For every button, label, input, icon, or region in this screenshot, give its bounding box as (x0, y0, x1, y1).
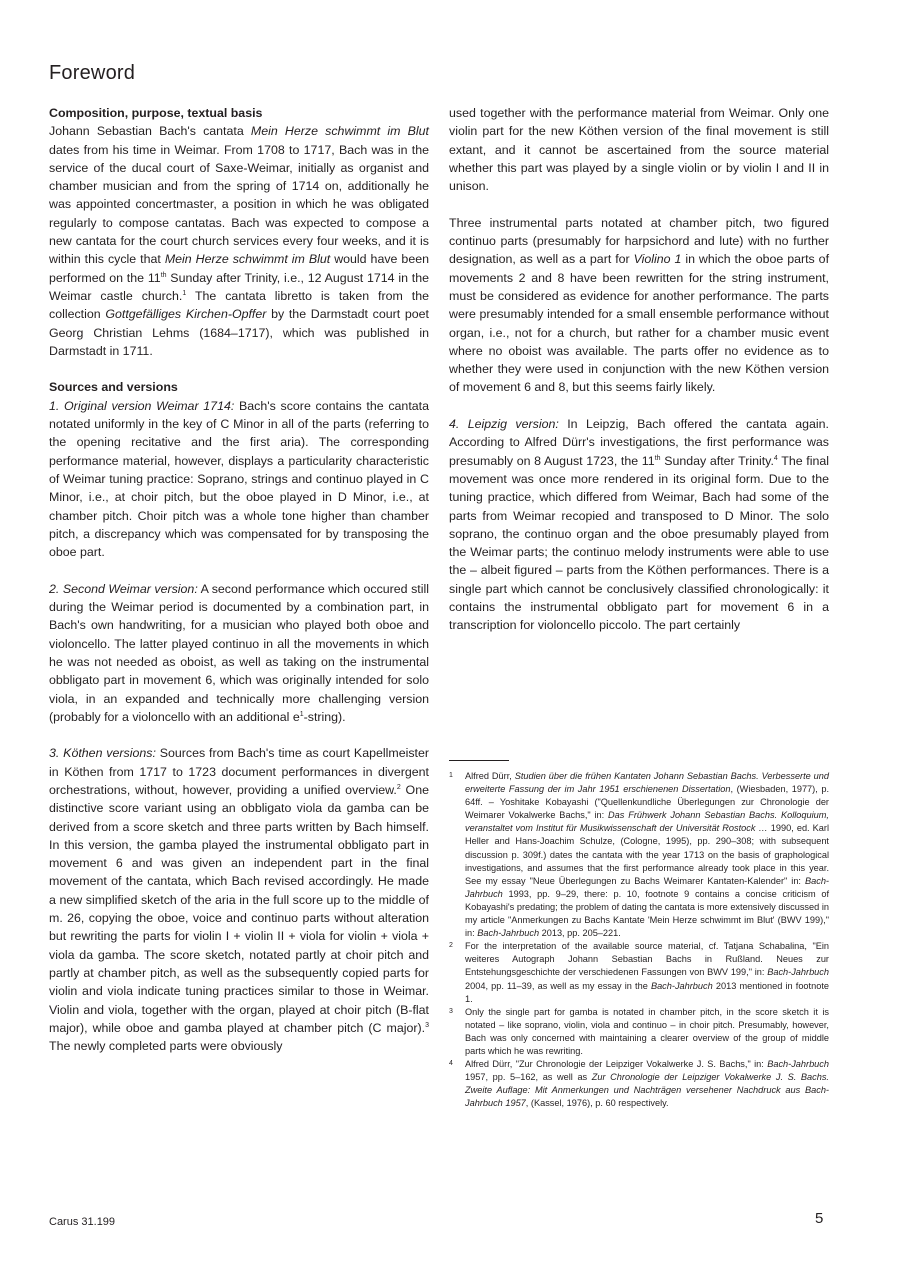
section-heading-composition: Composition, purpose, textual basis (49, 106, 263, 120)
footnote-ref: 1 (182, 289, 187, 297)
footnotes (449, 770, 829, 1110)
paragraph-composition: Johann Sebastian Bach's cantata Mein Herze schwimmt im Blut dates from his time in Weimar. From 1708 to 1717, Bach was in the service of the ducal court of Saxe-Weimar, initially as organist and chamber musician and from the spring of 1714 on, additionally he was appointed concertmaster, a position in which he was obligated regularly to compose cantatas. Bach was expected to compose a new cantata for the court church services every four weeks, and it is within this cycle that Mein Herze schwimmt im Blut would have been performed on the 11th Sunday after Trinity, i.e., 12 August 1714 in the Weimar castle church.$^1$ The cantata libretto is taken from the collection Gottgefälliges Kirchen-Opffer by the Darmstadt court poet Georg Christian Lehms (1684–1717), which was published in Darmstadt in 1711. (49, 124, 430, 358)
paragraph-kothen-versions: 3. Köthen versions: Sources from Bach's time as court Kapellmeister in Köthen from 1717 to 1723 document performances in divergent orchestrations, without, however, providing a unified overview.$^2$ One distinctive score variant using an obbligato viola da gamba can be derived from a score sketch and three parts written by Bach himself. In this version, the gamba played the instrumental obbligato part in movement 6 and was given an independent part in the final movement of the cantata, which Bach revised accordingly. He made a new simplified sketch of the aria in the full score up to the middle of m. 26, copying the oboe, voice and continuo parts without alteration but rewriting the parts for violin I + violin II + viola for violin + viola + viola da gamba. The score sketch, notated partly at choir pitch and partly at chamber pitch, as well as the subsequently copied parts for violin and viola indicate tuning practices similar to those in Weimar. Violin and viola, together with the organ, played at choir pitch (B-flat major), while oboe and gamba played at chamber pitch (C major).$^3$ The newly completed parts were obviously (49, 746, 429, 1054)
footnote-ref: 2 (396, 783, 401, 791)
footnote-4: 4 Alfred Dürr, "Zur Chronologie der Leipziger Vokalwerke J. S. Bachs," in: Bach-Jahrbuch 1957, pp. 5–162, as well as Zur Chronologie der Leipziger Vokalwerke J. S. Bachs. Zweite Auflage: Mit Anmerkungen und Nachträgen versehener Nachdruck aus Bach-Jahrbuch 1957, (Kassel, 1976), p. 60 respectively. (449, 1059, 829, 1109)
right-column (449, 104, 829, 635)
footnote-ref: 3 (425, 1021, 429, 1029)
catalog-number: Carus 31.199 (49, 1216, 116, 1228)
paragraph-leipzig-version: 4. Leipzig version: In Leipzig, Bach offered the cantata again. According to Alfred Dürr's investigations, the first performance was presumably on 8 August 1723, the 11th Sunday after Trinity.$^4$ The final movement was once more rendered in its original form. Due to the tuning practice, which differed from Weimar, Bach had some of the parts from Weimar recopied and transposed to D Minor. The solo soprano, the continuo organ and the oboe presumably played from the Weimar parts; the continuo melody instruments were able to use the – albeit figured – parts from the Köthen performances. There is a single part which cannot be conclusively classified chronologically: it contains the instrumental obbligato part for movement 6 in a transcription for violoncello piccolo. The part certainly (449, 417, 829, 633)
footnote-2: 2 For the interpretation of the available source material, cf. Tatjana Schabalina, "Ein weiteres Autograph Johann Sebastian Bachs in Rußland. Neues zur Entstehungsgeschichte der verschiedenen Fassungen von BWV 199," in: Bach-Jahrbuch 2004, pp. 11–39, as well as my essay in the Bach-Jahrbuch 2013 mentioned in footnote 1. (449, 941, 829, 1004)
paragraph-second-weimar-version: 2. Second Weimar version: A second performance which occured still during the Weimar period is documented by a combination part, in Bach's own handwriting, for a musician who played both oboe and violoncello. The latter played continuo in all the movements in which he was not needed as oboist, as well as taking on the instrumental obbligato part in movement 6, which was originally intended for solo viola, in an expanded and technically more challenging version (probably for a violoncello with an additional $e^1-string$). (49, 581, 429, 724)
paragraph-violin-part: used together with the performance material from Weimar. Only one violin part for the new Köthen version of the final movement is still extant, and it cannot be ascertained from the source material whether this part was played by a single violin or by violin I and II in unison. (449, 106, 829, 194)
left-column (49, 104, 429, 1055)
footnote-ref: 4 (773, 454, 778, 462)
paragraph-original-version: 1. Original version Weimar 1714: Bach's score contains the cantata notated uniformly in the key of C Minor in all of the parts (referring to the opening recitative and the first aria). The corresponding performance material, however, displays a particularity characteristic of Weimar tuning practice: Soprano, strings and continuo played in C Minor, i.e., at choir pitch, but the oboe played in D Minor, i.e., at chamber pitch. Choir pitch was a whole tone higher than chamber pitch, a discrepancy which was compensated for by transposing the oboe part. (49, 398, 429, 560)
footnote-divider (449, 760, 509, 761)
footnote-3: 3 Only the single part for gamba is notated in chamber pitch, in the score sketch it is notated – like soprano, violin, viola and continuo – in choir pitch. Presumably, however, Bach was only concerned with maintaining a clearer overview of the group of middle parts which he was rewriting. (449, 1006, 829, 1056)
page-number: 5 (815, 1210, 824, 1227)
page-title: Foreword (49, 62, 136, 84)
section-heading-sources: Sources and versions (49, 380, 178, 395)
footnote-1: 1 Alfred Dürr, Studien über die frühen Kantaten Johann Sebastian Bachs. Verbesserte und erweiterte Fassung der im Jahr 1951 erschienenen Dissertation, (Wiesbaden, 1977), p. 64ff. – Yoshitake Kobayashi ("Quellenkundliche Überlegungen zur Chronologie der Weimarer Vokalwerke Bachs," in: Das Frühwerk Johann Sebastian Bachs. Kolloquium, veranstaltet vom Institut für Musikwissenschaft der Universität Rostock … 1990, ed. Karl Heller and Hans-Joachim Schulze, (Cologne, 1995), pp. 290–308; with subsequent discussion p. 309f.) dates the cantata with the year 1713 on the basis of graphological investigations, and assumes that the first performance already took place in this year. See my essay "Neue Überlegungen zu Bachs Weimarer Kantaten-Kalender" in: Bach-Jahrbuch 1993, pp. 9–29, there: p. 10, footnote 9 contains a concise criticism of Kobayashi's predating; the problem of dating the cantata is more extensively discussed in my article "Anmerkungen zu Bachs Kantate 'Mein Herze schwimmt im Blut' (BWV 199)," in: Bach-Jahrbuch 2013, pp. 205–221. (449, 771, 830, 939)
paragraph-chamber-pitch-parts: Three instrumental parts notated at chamber pitch, two figured continuo parts (presumably for harpsichord and lute) with no further designation, as well as a part for Violino 1 in which the oboe parts of movements 2 and 8 have been rewritten for the string instrument, must be considered as evidence for another performance. The parts were presumably intended for a small ensemble performance without organ, i.e., not for a church, but rather for a chamber music event where no oboist was available. The parts offer no evidence as to whether they were used in conjunction with the new Köthen version of movement 6 and 8, but this seems fairly likely. (449, 215, 830, 395)
